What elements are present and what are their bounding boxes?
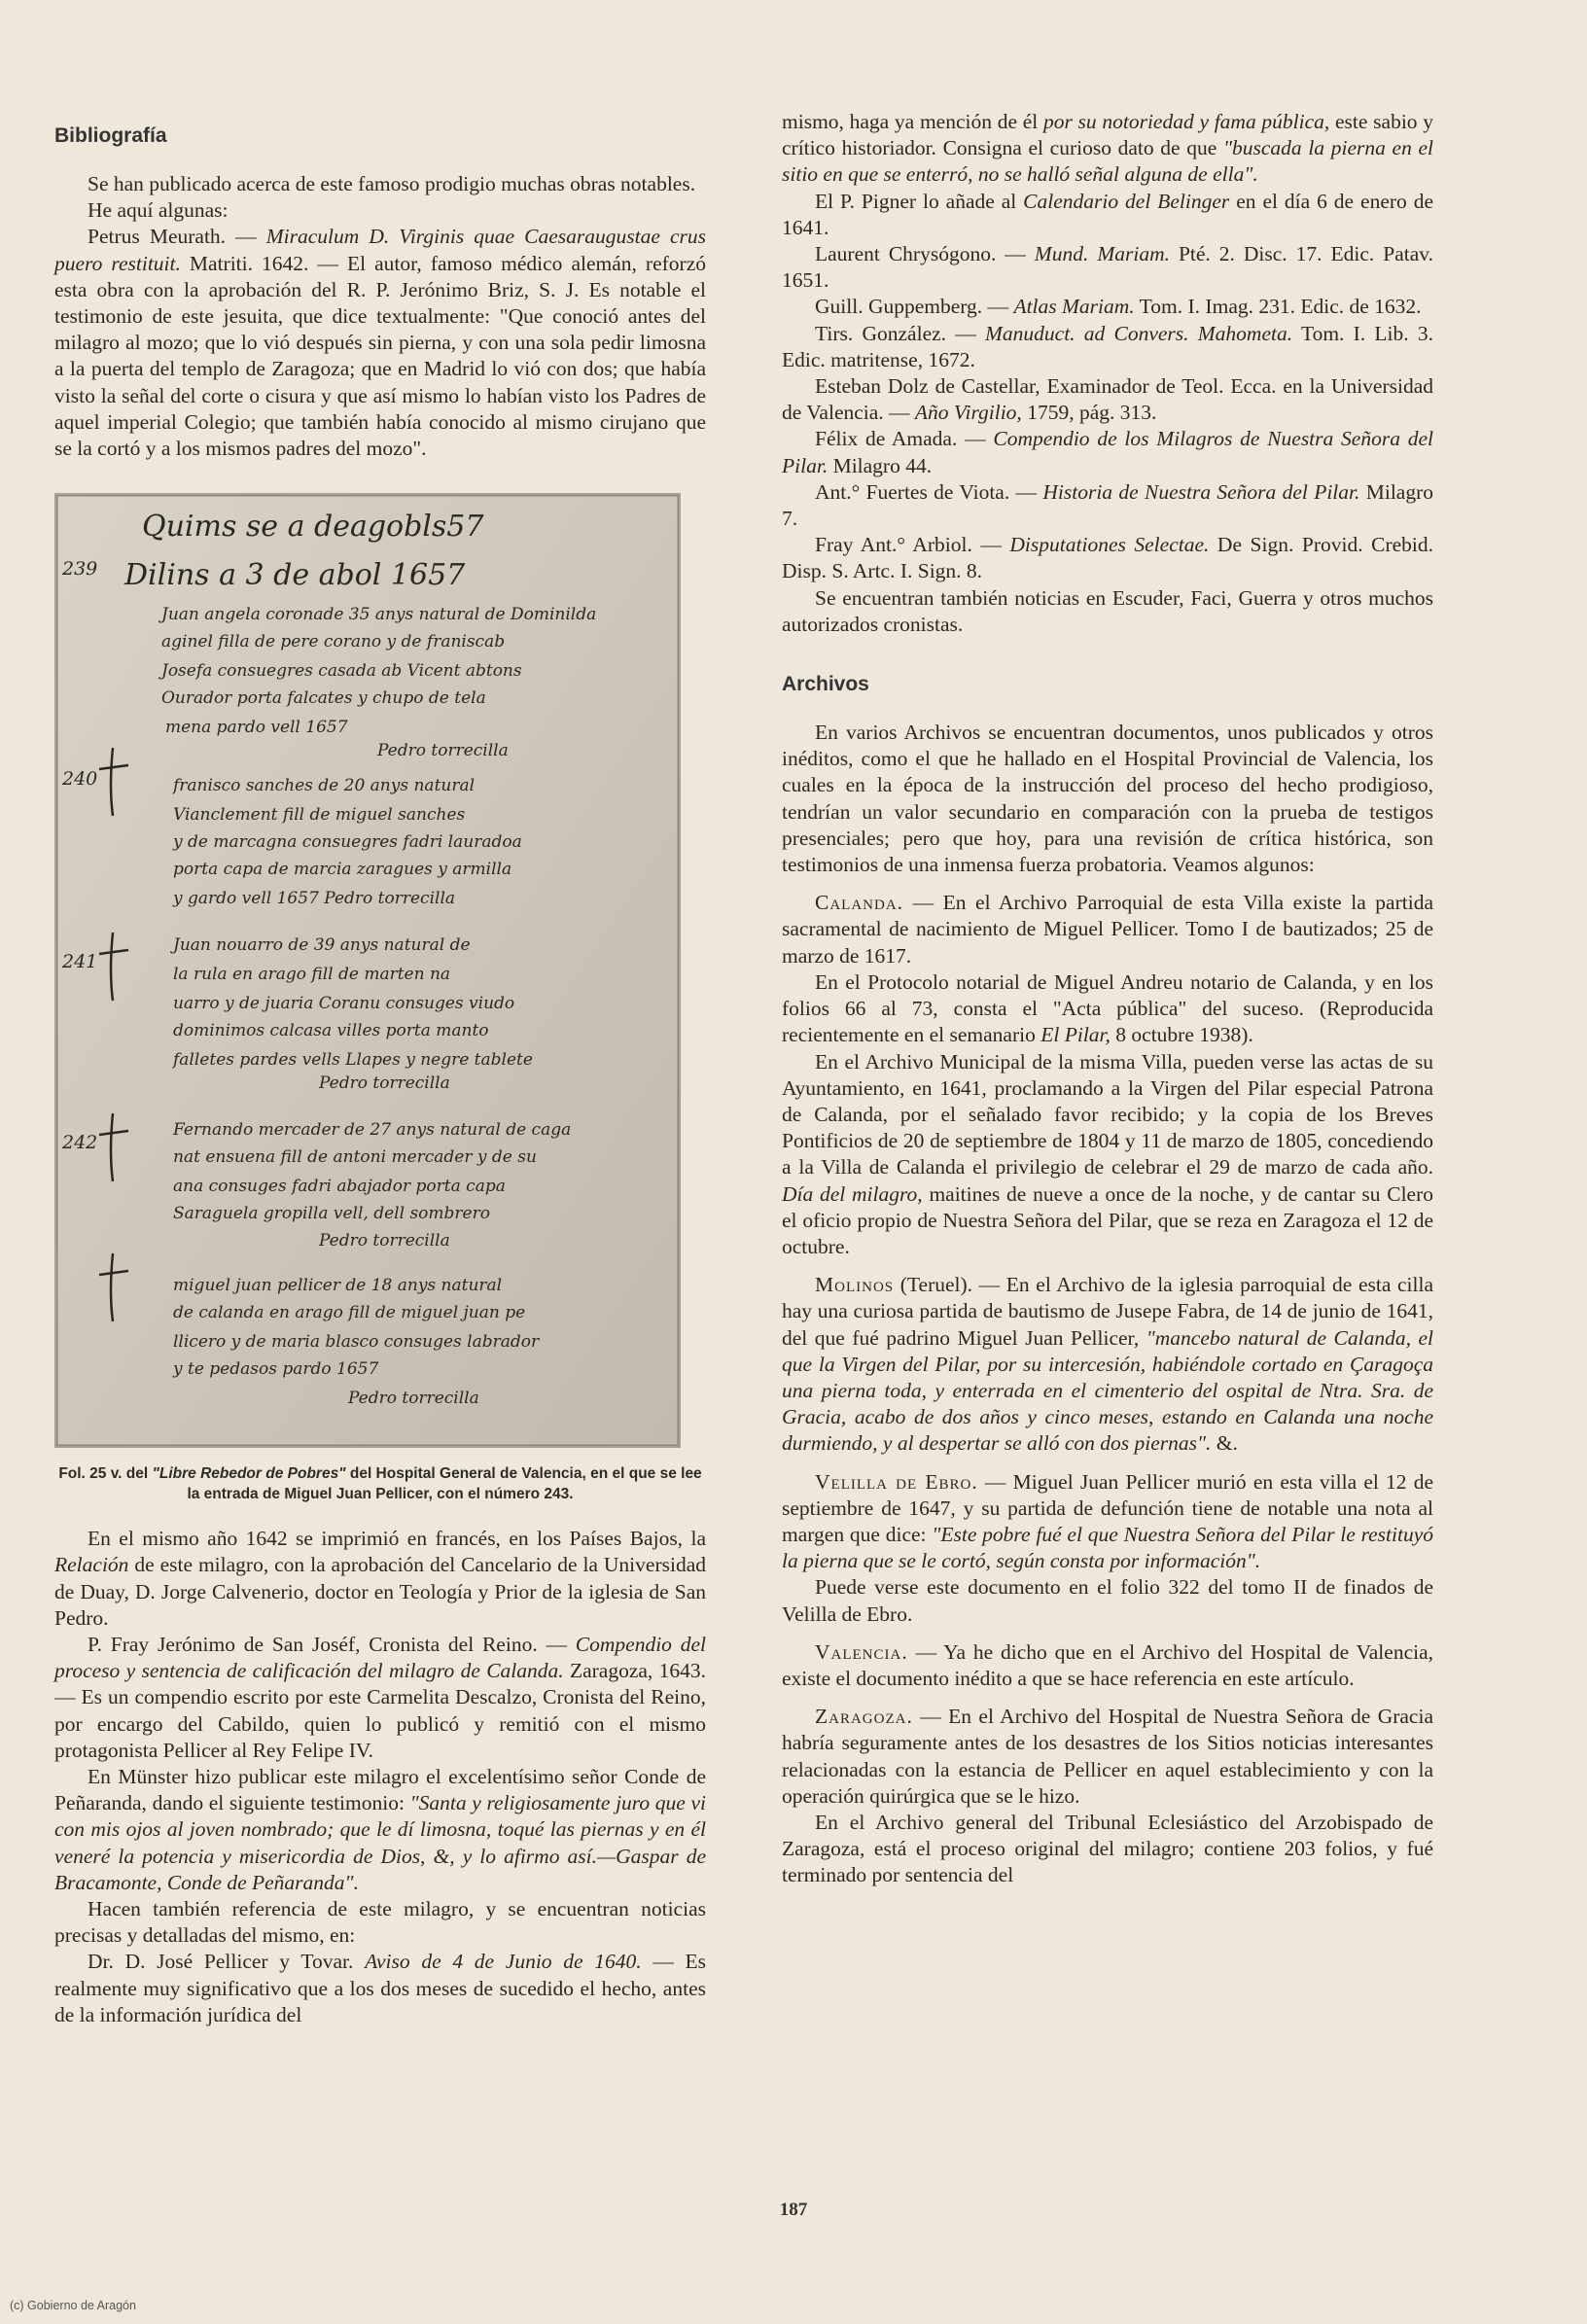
figure-caption	[54, 1463, 706, 1504]
manuscript-entry-line: uarro y de juaria Coranu consuges viudo	[173, 994, 515, 1014]
margin-number-239: 239	[62, 558, 98, 581]
page-number: 187	[779, 2200, 808, 2220]
spacer	[782, 878, 1433, 890]
manuscript-entry-line: dominimos calcasa villes porta manto	[173, 1021, 489, 1041]
reference-item	[782, 426, 1433, 478]
manuscript-entry-line: ana consuges fadri abajador porta capa	[173, 1177, 506, 1197]
molinos-label: Molinos	[815, 1273, 895, 1297]
manuscript-entry-line: Pedro torrecilla	[319, 1231, 450, 1251]
reference-details: Tom. I. Lib. 3. Edic. matritense, 1672.	[782, 321, 1433, 371]
reference-author: Ant.° Fuertes de Viota. —	[815, 479, 1038, 504]
meurath-author: Petrus Meurath. —	[88, 225, 257, 249]
manuscript-entry-line: falletes pardes vells Llapes y negre tablete	[173, 1050, 533, 1071]
caption-rest: del Hospital General de Valencia, en el que se lee la entrada de Miguel Juan Pellicer, con el número 243.	[187, 1465, 702, 1503]
manuscript-entry-line: Pedro torrecilla	[377, 741, 509, 761]
molinos-quote: "mancebo natural de Calanda, el que la Virgen del Pilar, por su intercesión, habiéndole cortado en Çaragoça una pierna toda, y enterrada en el cimenterio del ospital de Ntra. Sra. de Gracia, acabo de dos años y cinco meses, estando en Calanda una noche durmiendo, y al despertar se alló con dos piernas".	[782, 1325, 1433, 1456]
bibliography-heading: Bibliografía	[54, 124, 167, 147]
manuscript-entry-line: la rula en arago fill de marten na	[173, 965, 451, 985]
archives-intro: En varios Archivos se encuentran documentos, unos publicados y otros inéditos, como el que he hallado en el Hospital Provincial de Valencia, los cuales en la época de la instrucción del proceso del hecho prodigioso, tendrían un valor secundario en comparación con la prueba de testigos presenciales; pero que hoy, para una revisión de crítica histórica, son testimonios de una inmensa fuerza probatoria. Veamos algunos:	[782, 721, 1433, 877]
valencia-label: Valencia.	[815, 1639, 908, 1664]
reference-details: Milagro 7.	[782, 479, 1434, 531]
reference-item	[782, 321, 1433, 373]
velilla-label: Velilla de Ebro.	[815, 1469, 978, 1494]
pellicer-rest: — Es realmente muy significativo que a los dos meses de sucedido el hecho, antes de la información jurídica del	[54, 1950, 707, 2026]
paris-text-2: de este milagro, con la aprobación del Cancelario de la Universidad de Duay, D. Jorge Calvenerio, doctor en Teología y Prior de la iglesia de San Pedro.	[54, 1553, 706, 1630]
municipal-italic: Día del milagro,	[782, 1181, 923, 1206]
fray-author: P. Fray Jerónimo de San Joséf, Cronista del Reino. —	[88, 1633, 567, 1657]
calanda-label: Calanda.	[815, 891, 904, 915]
reference-author: Fray Ant.° Arbiol. —	[815, 533, 1002, 557]
spacer	[782, 1628, 1433, 1639]
intro-paragraph-2: He aquí algunas:	[88, 198, 229, 223]
manuscript-entry-line: Saraguela gropilla vell, dell sombrero	[173, 1204, 490, 1224]
manuscript-entry-line: franisco sanches de 20 anys natural	[173, 776, 476, 796]
cont-text-1: mismo, haga ya mención de él	[782, 110, 1039, 133]
velilla-paragraph	[782, 1469, 1433, 1575]
manuscript-entry-line: mena pardo vell 1657	[165, 718, 348, 738]
margin-number-241: 241	[62, 951, 98, 973]
reference-details: Tom. I. Imag. 231. Edic. de 1632.	[1139, 295, 1422, 319]
folio-paragraph: Puede verse este documento en el folio 322 del tomo II de finados de Velilla de Ebro.	[782, 1575, 1433, 1626]
spacer	[782, 1458, 1433, 1469]
meurath-reference	[54, 224, 706, 462]
manuscript-entry-line: de calanda en arago fill de miguel juan pe	[173, 1303, 526, 1323]
reference-details: Pté. 2. Disc. 17. Edic. Patav. 1651.	[782, 242, 1434, 293]
meurath-rest: Matriti. 1642. — El autor, famoso médico alemán, reforzó esta obra con la aprobación del R. P. Jerónimo Briz, S. J. Es notable el testimonio de este jesuita, que dice textualmente: "Que conoció antes del milagro al mozo; que lo vió después sin pierna, y con una sola pedir limosna a la puerta del templo de Zaragoza; que en Madrid lo vió con dos; que había visto la señal del corte o cisura y que así mismo lo habían visto los Padres de aquel imperial Colegio; que también había conocido al mismo cirujano que se la cortó y a los mismos padres del mozo".	[54, 251, 706, 461]
reference-title: Atlas Mariam.	[1013, 295, 1135, 319]
manuscript-figure	[54, 493, 681, 1448]
municipal-text-1: En el Archivo Municipal de la misma Villa, pueden verse las actas de su Ayuntamiento, en 1641, proclamando a la Virgen del Pilar especial Patrona de Calanda, por el señalado favor recibido; y la copia de los Breves Pontificios de 20 de septiembre de 1804 y 11 de marzo de 1805, concediendo a la Villa de Calanda el privilegio de celebrar el 29 de marzo de cada año.	[782, 1049, 1433, 1180]
valencia-text: — Ya he dicho que en el Archivo del Hospital de Valencia, existe el documento inédito a que se hace referencia en este artículo.	[782, 1639, 1433, 1690]
pellicer-title: Aviso de 4 de Junio de 1640.	[365, 1950, 642, 1974]
zaragoza-text: — En el Archivo del Hospital de Nuestra Señora de Gracia habría seguramente antes de los desastres de los Sitios noticias interesantes relacionadas con la estancia de Pellicer en aquel establecimiento y con la operación quirúrgica que se le hizo.	[782, 1705, 1433, 1808]
reference-item	[782, 532, 1433, 584]
cont-italic: por su notoriedad y fama pública,	[1042, 110, 1330, 133]
caption-title: "Libre Rebedor de Pobres"	[152, 1465, 346, 1483]
paris-paragraph	[54, 1526, 706, 1632]
valencia-paragraph	[782, 1639, 1433, 1692]
reference-author: Tirs. González. —	[815, 321, 976, 345]
cont-quote: "buscada la pierna en el sitio en que se enterró, no se halló señal alguna de ella".	[782, 136, 1434, 187]
municipal-paragraph	[782, 1049, 1433, 1261]
reference-author: Félix de Amada. —	[815, 427, 986, 451]
molinos-paragraph	[782, 1272, 1433, 1457]
meurath-title: Miraculum D. Virginis quae Caesaraugustae crus puero restituit.	[54, 225, 706, 275]
manuscript-entry-line: Fernando mercader de 27 anys natural de caga	[173, 1120, 572, 1141]
pigner-italic: Calendario del Belinger	[1023, 189, 1230, 213]
pigner-paragraph	[782, 189, 1433, 241]
manuscript-entry-line: nat ensuena fill de antoni mercader y de su	[173, 1147, 537, 1168]
calanda-paragraph	[782, 890, 1433, 969]
fray-reference	[54, 1632, 706, 1764]
fray-rest: Zaragoza, 1643. — Es un compendio escrito por este Carmelita Descalzo, Cronista del Reino, por encargo del Cabildo, quien lo publicó y remitió con el mismo protagonista Pellicer al Rey Felipe IV.	[54, 1659, 707, 1762]
reference-details: De Sign. Provid. Crebid. Disp. S. Artc. I. Sign. 8.	[782, 533, 1433, 583]
munster-text: En Münster hizo publicar este milagro el excelentísimo señor Conde de Peñaranda, dando el siguiente testimonio:	[54, 1765, 706, 1815]
spacer	[782, 1692, 1433, 1704]
reference-item	[782, 241, 1433, 294]
manuscript-entry-line: Josefa consuegres casada ab Vicent abtons	[161, 661, 522, 682]
caption-prefix: Fol. 25 v. del	[58, 1465, 149, 1483]
reference-title: Manuduct. ad Convers. Mahometa.	[985, 321, 1293, 345]
paris-text-1: En el mismo año 1642 se imprimió en francés, en los Países Bajos, la	[88, 1527, 706, 1551]
right-column	[782, 109, 1433, 1889]
munster-quote: "Santa y religiosamente juro que vi con mis ojos al joven nombrado; que le dí limosna, toqué las piernas y en él veneré la potencia y misericordia de Dios, &, y lo afirmo así.—Gaspar de Bracamonte, Conde de Peñaranda".	[54, 1791, 706, 1894]
reference-list	[782, 241, 1433, 585]
reference-details: 1759, pág. 313.	[1027, 401, 1157, 425]
manuscript-image	[56, 495, 679, 1446]
continuation-paragraph	[782, 109, 1433, 189]
copyright-credit: (c) Gobierno de Aragón	[10, 2299, 136, 2312]
reference-title: Año Virgilio,	[914, 401, 1022, 425]
manuscript-entry-line: miguel juan pellicer de 18 anys natural	[173, 1276, 503, 1296]
tribunal-paragraph: En el Archivo general del Tribunal Eclesiástico del Arzobispado de Zaragoza, está el proceso original del milagro; contiene 203 folios, y fué terminado por sentencia del	[782, 1810, 1433, 1887]
margin-number-240: 240	[62, 768, 98, 791]
paris-title: Relación	[54, 1553, 129, 1577]
pellicer-author: Dr. D. José Pellicer y Tovar.	[88, 1950, 354, 1974]
fray-title: Compendio del proceso y sentencia de calificación del milagro de Calanda.	[54, 1633, 706, 1683]
pigner-text-2: en el día 6 de enero de 1641.	[782, 189, 1434, 239]
zaragoza-label: Zaragoza.	[815, 1705, 913, 1729]
reference-title: Mund. Mariam.	[1034, 242, 1170, 266]
manuscript-entry-line: aginel filla de pere corano y de franiscab	[161, 632, 506, 652]
protocolo-paragraph	[782, 969, 1433, 1049]
velilla-text: — Miguel Juan Pellicer murió en esta villa el 12 de septiembre de 1647, y su partida de defunción tiene de notable una nota al margen que dice:	[782, 1469, 1433, 1546]
municipal-text-2: maitines de nueve a once de la noche, y de cantar su Clero el oficio propio de Nuestra Señora del Pilar, que se reza en Zaragoza el 12 de octubre.	[782, 1181, 1433, 1258]
manuscript-entry-line: Vianclement fill de miguel sanches	[173, 805, 466, 826]
reference-item	[782, 294, 1433, 320]
also-paragraph: Se encuentran también noticias en Escuder, Faci, Guerra y otros muchos autorizados cronistas.	[782, 585, 1433, 636]
reference-title: Disputationes Selectae.	[1009, 533, 1210, 557]
velilla-quote: "Este pobre fué el que Nuestra Señora del Pilar le restituyó la pierna que se le cortó, según consta por información".	[782, 1522, 1434, 1573]
hacen-paragraph: Hacen también referencia de este milagro, y se encuentran noticias precisas y detalladas del mismo, en:	[54, 1897, 706, 1948]
manuscript-header-2: Dilins a 3 de abol 1657	[124, 558, 466, 593]
manuscript-entry-line: y gardo vell 1657 Pedro torrecilla	[173, 889, 456, 909]
pellicer-reference	[54, 1949, 706, 2028]
manuscript-entry-line: Juan nouarro de 39 anys natural de	[173, 935, 471, 956]
molinos-end: &.	[1216, 1431, 1238, 1456]
reference-item	[782, 373, 1433, 426]
reference-title: Historia de Nuestra Señora del Pilar.	[1042, 479, 1360, 504]
intro-paragraph: Se han publicado acerca de este famoso prodigio muchas obras notables.	[88, 172, 696, 195]
spacer	[782, 1260, 1433, 1272]
zaragoza-paragraph	[782, 1704, 1433, 1810]
calanda-text: — En el Archivo Parroquial de esta Villa existe la partida sacramental de nacimiento de Miguel Pellicer. Tomo I de bautizados; 25 de marzo de 1617.	[782, 891, 1433, 968]
manuscript-header-1: Quims se a deagobls57	[142, 510, 484, 545]
manuscript-entry-line: Ourador porta falcates y chupo de tela	[161, 688, 486, 709]
reference-title: Compendio de los Milagros de Nuestra Señora del Pilar.	[782, 427, 1434, 477]
pigner-text-1: El P. Pigner lo añade al	[815, 189, 1017, 213]
manuscript-entry-line: Pedro torrecilla	[348, 1389, 479, 1409]
protocolo-italic: El Pilar,	[1040, 1023, 1111, 1047]
left-column	[54, 109, 706, 2028]
protocolo-text-1: En el Protocolo notarial de Miguel Andreu notario de Calanda, y en los folios 66 al 73, consta el "Acta pública" del suceso. (Reproducida recientemente en el semanario	[782, 969, 1433, 1047]
manuscript-entry-line: Juan angela coronade 35 anys natural de Dominilda	[161, 605, 597, 625]
manuscript-entry-line: llicero y de maria blasco consuges labrador	[173, 1332, 540, 1353]
molinos-text: (Teruel). — En el Archivo de la iglesia parroquial de esta cilla hay una curiosa partida de bautismo de Jusepe Fabra, de 14 de junio de 1641, del que fué padrino Miguel Juan Pellicer,	[782, 1273, 1434, 1350]
manuscript-entry-line: y de marcagna consuegres fadri lauradoa	[173, 832, 522, 853]
munster-paragraph	[54, 1764, 706, 1896]
reference-author: Esteban Dolz de Castellar, Examinador de Teol. Ecca. en la Universidad de Valencia. —	[782, 374, 1433, 425]
manuscript-entry-line: y te pedasos pardo 1657	[173, 1359, 379, 1380]
margin-number-242: 242	[62, 1132, 98, 1154]
reference-item	[782, 479, 1433, 532]
protocolo-text-2: 8 octubre 1938).	[1115, 1023, 1253, 1047]
manuscript-entry-line: Pedro torrecilla	[319, 1074, 450, 1094]
reference-details: Milagro 44.	[832, 453, 933, 477]
archives-heading: Archivos	[782, 673, 869, 696]
manuscript-entry-line: porta capa de marcia zaragues y armilla	[173, 860, 512, 880]
reference-author: Laurent Chrysógono. —	[815, 242, 1026, 266]
cont-text-2: este sabio y crítico historiador. Consigna el curioso dato de que	[782, 110, 1434, 160]
reference-author: Guill. Guppemberg. —	[815, 295, 1009, 319]
